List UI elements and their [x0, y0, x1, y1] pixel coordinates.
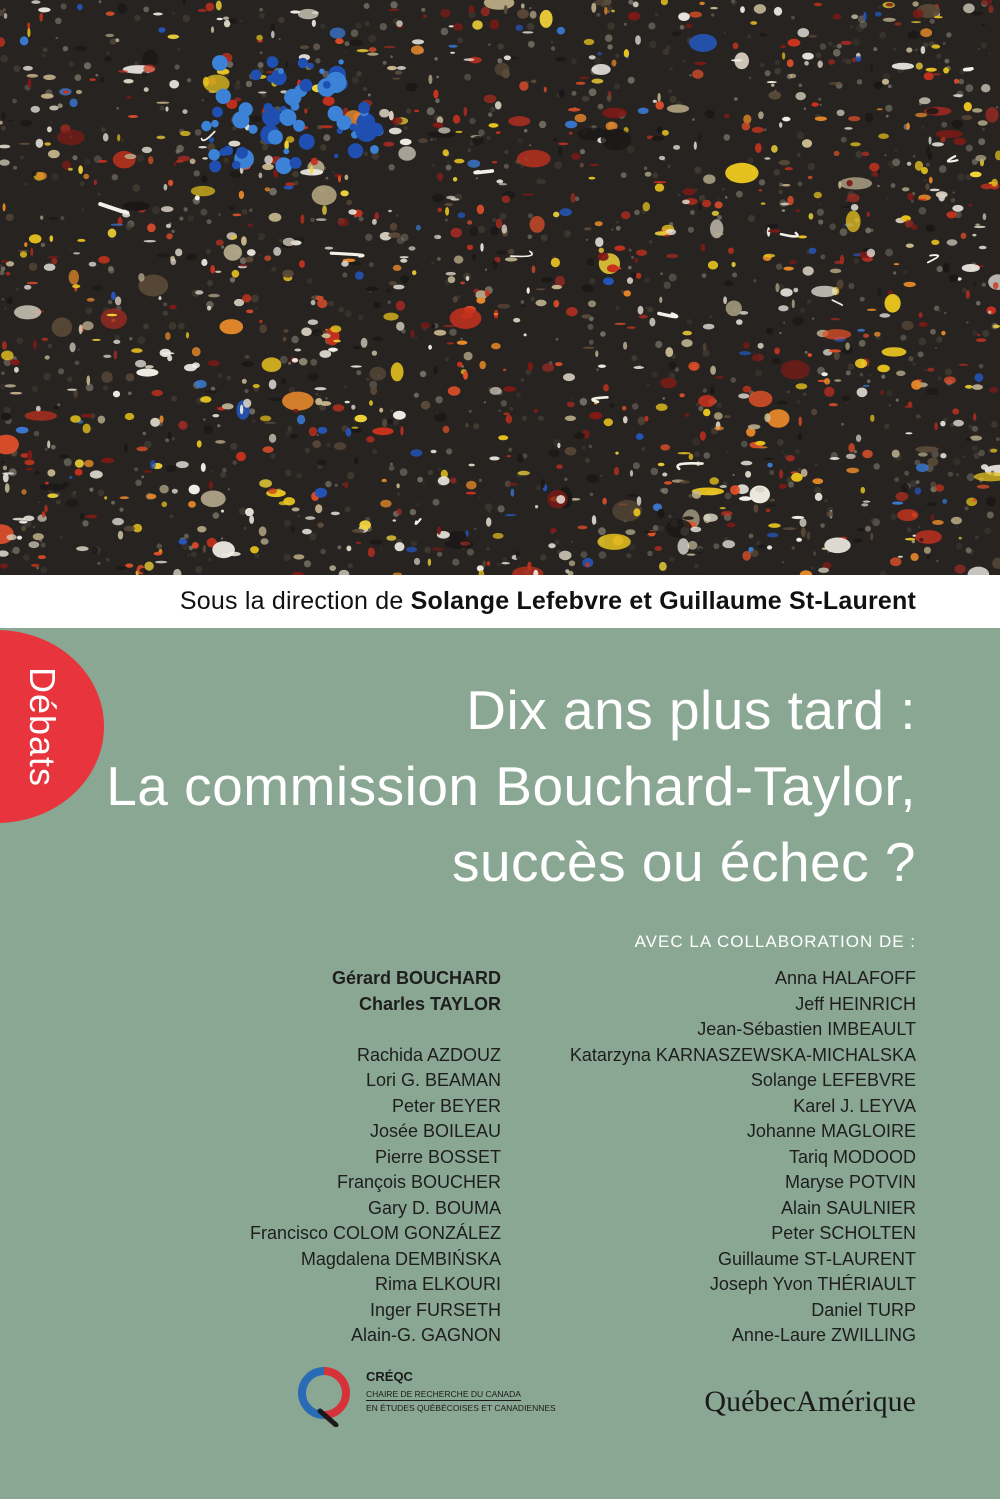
- contributor-name: Lori G. BEAMAN: [365, 1070, 501, 1090]
- contributor-name: Solange LEFEBVRE: [750, 1070, 916, 1090]
- column-spacer: [250, 1017, 501, 1043]
- lead-author: Charles TAYLOR: [358, 993, 501, 1014]
- lead-author: Gérard BOUCHARD: [331, 968, 501, 988]
- creqc-subtitle-line-1: CHAIRE DE RECHERCHE DU CANADA: [366, 1389, 521, 1399]
- contributor-name: Alain SAULNIER: [780, 1197, 916, 1218]
- contributor-name: Jeff HEINRICH: [795, 993, 916, 1014]
- contributor-name: Francisco COLOM GONZÁLEZ: [249, 1223, 501, 1243]
- contributor-name: Peter SCHOLTEN: [771, 1223, 916, 1243]
- contributor-name: Karel J. LEYVA: [793, 1095, 916, 1116]
- title-line-1: Dix ans plus tard :: [466, 679, 916, 741]
- collaboration-heading: AVEC LA COLLABORATION DE :: [634, 932, 916, 951]
- contributor-name: Jean-Sébastien IMBEAULT: [697, 1019, 916, 1039]
- title-line-3: succès ou échec ?: [451, 831, 916, 893]
- series-label-wrapper: [18, 652, 66, 802]
- contributor-name: Joseph Yvon THÉRIAULT: [709, 1274, 916, 1294]
- contributor-name: Tariq MODOOD: [788, 1146, 916, 1167]
- cover-artwork: [0, 0, 1000, 575]
- contributor-name: Katarzyna KARNASZEWSKA-MICHALSKA: [569, 1044, 916, 1065]
- contributor-name: Anne-Laure ZWILLING: [731, 1325, 916, 1345]
- editors-line: [180, 587, 916, 616]
- editors-prefix: Sous la direction de: [179, 587, 404, 615]
- creqc-name: CRÉQC: [366, 1369, 413, 1384]
- contributor-name: Alain-G. GAGNON: [350, 1325, 501, 1345]
- editors-names: Solange Lefebvre et Guillaume St-Laurent: [410, 587, 916, 615]
- contributor-name: Pierre BOSSET: [374, 1146, 501, 1167]
- contributor-name: Gary D. BOUMA: [367, 1197, 501, 1218]
- contributors-right-column: [570, 966, 916, 1349]
- abstract-paint-splatter-image: [0, 0, 1000, 575]
- publisher-logo: QuébecAmérique: [704, 1385, 916, 1418]
- creqc-logo: [298, 1367, 568, 1427]
- contributor-name: Inger FURSETH: [369, 1299, 501, 1320]
- series-label: Débats: [22, 666, 64, 788]
- q-logo-icon: [298, 1367, 350, 1427]
- book-title: [106, 672, 916, 900]
- contributors-left-column: [250, 966, 501, 1349]
- contributor-name: François BOUCHER: [336, 1172, 501, 1192]
- contributor-name: Rima ELKOURI: [374, 1274, 501, 1294]
- contributor-name: Guillaume ST-LAURENT: [717, 1248, 916, 1269]
- title-line-2: La commission Bouchard-Taylor,: [106, 755, 916, 817]
- contributor-name: Johanne MAGLOIRE: [746, 1121, 916, 1141]
- contributor-name: Magdalena DEMBIŃSKA: [300, 1248, 501, 1269]
- contributor-name: Rachida AZDOUZ: [356, 1044, 501, 1065]
- contributor-name: Josée BOILEAU: [369, 1121, 501, 1141]
- contributor-name: Maryse POTVIN: [784, 1172, 916, 1192]
- contributor-name: Daniel TURP: [811, 1299, 916, 1320]
- contributor-name: Peter BEYER: [391, 1095, 501, 1116]
- creqc-subtitle-line-2: EN ÉTUDES QUÉBÉCOISES ET CANADIENNES: [366, 1403, 556, 1413]
- contributor-name: Anna HALAFOFF: [774, 968, 916, 988]
- direction-band: [0, 575, 1000, 628]
